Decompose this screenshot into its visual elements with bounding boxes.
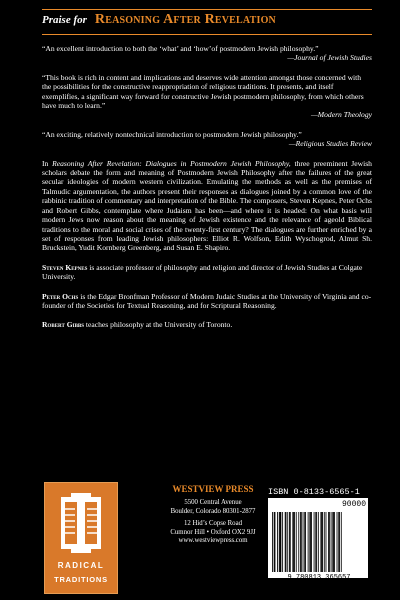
barcode-bar xyxy=(334,512,335,572)
publisher-address-line: 5500 Central Avenue xyxy=(184,499,242,507)
radical-traditions-logo xyxy=(44,482,118,594)
author-bio xyxy=(42,292,372,311)
praise-header xyxy=(42,12,372,32)
barcode-bar xyxy=(331,512,332,572)
publisher-address-line: 12 Hid’s Copse Road xyxy=(184,520,242,528)
barcode-bar xyxy=(274,512,275,572)
barcode-bar xyxy=(305,512,306,572)
barcode-bar xyxy=(338,512,339,572)
barcode-bar xyxy=(315,512,316,572)
barcode-bar xyxy=(339,512,340,572)
barcode-bar xyxy=(320,512,321,572)
author-name: Robert Gibbs xyxy=(42,320,85,330)
barcode-bar xyxy=(311,512,312,572)
praise-label: Praise for xyxy=(42,14,87,26)
author-name: Steven Kepnes xyxy=(42,262,88,272)
barcode-bar xyxy=(321,512,322,572)
barcode-bar xyxy=(301,512,302,572)
publisher-website: www.westviewpress.com xyxy=(178,537,248,545)
barcode-bar xyxy=(272,512,273,572)
barcode-bars xyxy=(268,498,368,578)
book-title: Reasoning After Revelation xyxy=(94,12,276,27)
header-top-rule xyxy=(42,9,372,10)
quote-block xyxy=(42,73,372,120)
author-bio-text: teaches philosophy at the University of Toronto. xyxy=(84,320,233,330)
header-bottom-rule xyxy=(42,34,372,35)
barcode-bar xyxy=(322,512,323,572)
quote-text: “An exciting, relatively nontechnical introduction to postmodern Jewish philosophy.” xyxy=(42,129,302,139)
author-name: Peter Ochs xyxy=(42,291,79,301)
description-book-title: Reasoning After Revelation: Dialogues in Postmodern Jewish Philosophy, xyxy=(52,158,291,168)
barcode-bar xyxy=(333,512,334,572)
description-prefix: In xyxy=(42,158,53,168)
barcode-bar xyxy=(280,512,281,572)
barcode-bar xyxy=(298,512,299,572)
barcode-bar xyxy=(277,512,278,572)
publisher-address-line: Cumnor Hill • Oxford OX2 9JJ xyxy=(170,528,256,536)
author-bio xyxy=(42,263,372,282)
book-description xyxy=(42,159,372,253)
description-body: three preeminent Jewish scholars debate the form and meaning of Postmodern Jewish Philosophy after the failures of the great secular ideologies of modern western civilization. Emulating the methods as well as the premises of Talmudic argumentation, the authors present their responses as dialogues joined by a common love of the rabbinic tradition of commentary and interpretation of the Bible. The composers, Steven Kepnes, Peter Ochs and Robert Gibbs, contemplate where Judaism has been—and where it is headed: On what basis will modern Jews now reason about the meaning of Jewish existence and the relevance of ageold Biblical traditions to the moral and social crises of the twenty-first century? The dialogues are further enriched by a set of responses from leading Jewish philosophers: Elliot R. Wolfson, Edith Wyschogrod, Almut Sh. Bruckstein, Yudit Kornberg Greenberg, and Susan E. Shapiro. xyxy=(42,158,372,253)
isbn-number: ISBN 0-8133-6565-1 xyxy=(268,487,360,497)
barcode-bar xyxy=(287,512,288,572)
barcode-bar xyxy=(290,512,291,572)
barcode-bar xyxy=(300,512,301,572)
barcode-bar xyxy=(285,512,286,572)
author-bio-text: is the Edgar Bronfman Professor of Modern Judaic Studies at the University of Virginia and co-founder of the Societies for Textual Reasoning, and for Scriptural Reasoning. xyxy=(42,291,372,310)
barcode-bar xyxy=(332,512,333,572)
barcode-bar xyxy=(282,512,283,572)
barcode-bar xyxy=(318,512,319,572)
quote-text: “This book is rich in content and implications and deserves wide attention amongst those concerned with the possibilities for the constructive reappropriation of religious traditions. It presents, and itself exemplifies, a significant way forward for constructive Jewish postmodern philosophy, from which others have much to learn.” xyxy=(42,72,364,111)
price-code: 90000 xyxy=(341,500,366,509)
publisher-address-line: Boulder, Colorado 80301-2877 xyxy=(170,507,256,515)
barcode-digits: 9 780813 365657 xyxy=(287,574,351,582)
barcode-bar xyxy=(309,512,310,572)
barcode-bar xyxy=(279,512,280,572)
logo-line-2: TRADITIONS xyxy=(54,575,108,584)
quote-source: —Journal of Jewish Studies xyxy=(287,53,372,63)
barcode xyxy=(268,498,368,578)
barcode-bar xyxy=(275,512,276,572)
logo-line-1: RADICAL xyxy=(57,561,105,570)
barcode-bar xyxy=(292,512,293,572)
quote-text: “An excellent introduction to both the ‘what’ and ‘how’of postmodern Jewish philosophy.” xyxy=(42,44,319,53)
barcode-bar xyxy=(324,512,325,572)
book-emblem-icon xyxy=(59,493,103,553)
cover-text xyxy=(42,44,372,340)
author-bio-text: is associate professor of philosophy and religion and director of Jewish Studies at Colgate University. xyxy=(42,262,363,282)
barcode-bar xyxy=(316,512,317,572)
author-bio xyxy=(42,320,372,329)
quote-source: —Religious Studies Review xyxy=(288,139,372,149)
barcode-bar xyxy=(304,512,305,572)
barcode-bar xyxy=(310,512,311,572)
barcode-bar xyxy=(308,512,309,572)
barcode-bar xyxy=(286,512,287,572)
barcode-bar xyxy=(303,512,304,572)
quote-block xyxy=(42,130,372,149)
barcode-bar xyxy=(293,512,294,572)
barcode-bar xyxy=(294,512,295,572)
barcode-bar xyxy=(326,512,327,572)
barcode-bar xyxy=(329,512,330,572)
quote-source: —Modern Theology xyxy=(311,110,372,120)
barcode-bar xyxy=(289,512,290,572)
barcode-bar xyxy=(314,512,315,572)
publisher-info xyxy=(168,485,258,545)
barcode-bar xyxy=(337,512,338,572)
barcode-bar xyxy=(328,512,329,572)
quote-block xyxy=(42,44,372,63)
barcode-bar xyxy=(296,512,297,572)
publisher-name: WESTVIEW PRESS xyxy=(172,484,254,494)
barcode-bar xyxy=(281,512,282,572)
barcode-bar xyxy=(341,512,342,572)
